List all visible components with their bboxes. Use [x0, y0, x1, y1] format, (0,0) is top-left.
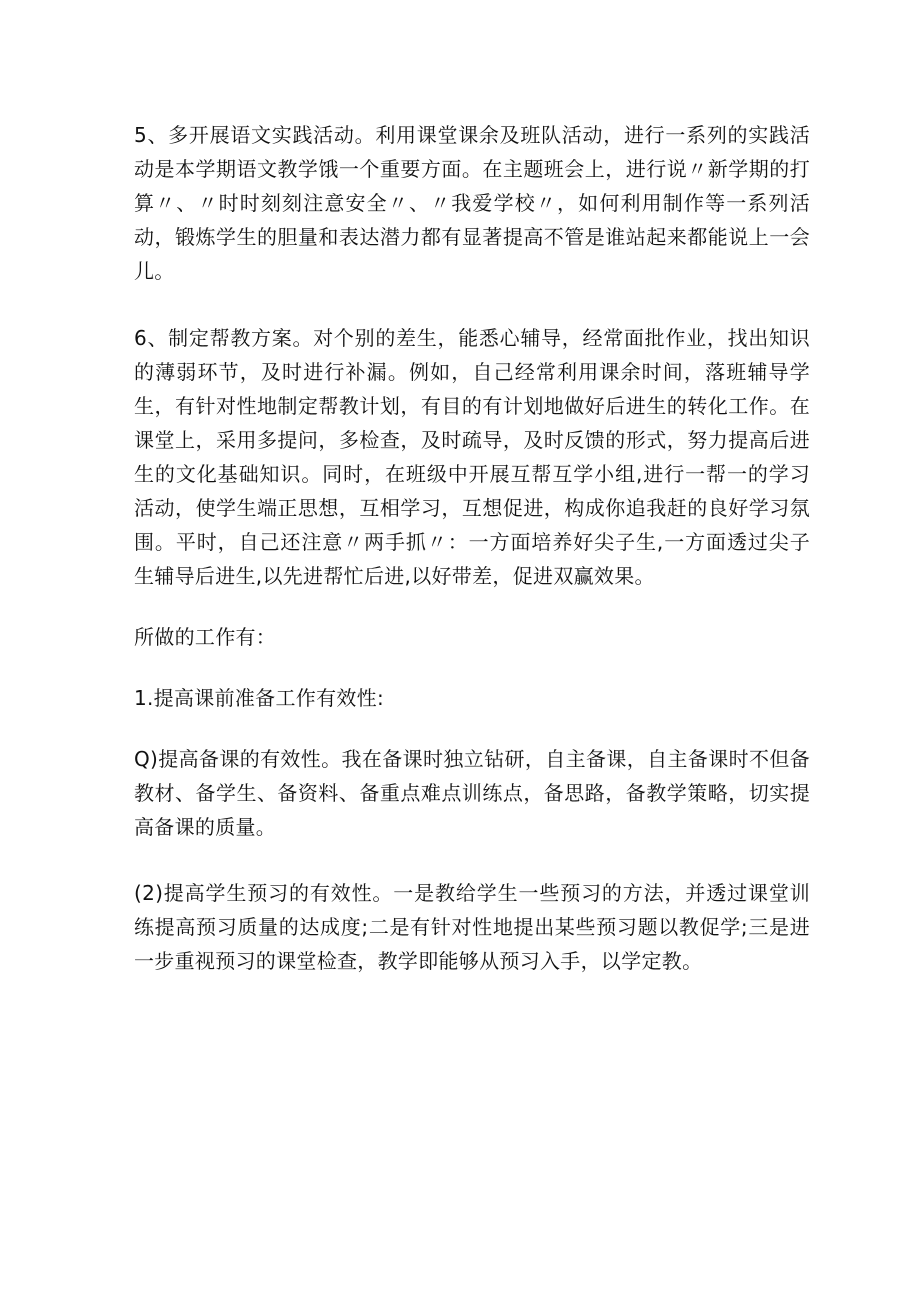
paragraph-lesson-prep: Q)提高备课的有效性。我在备课时独立钻研，自主备课，自主备课时不但备教材、备学生、备资料、备重点难点训练点，备思路，备教学策略，切实提高备课的质量。 [134, 747, 810, 839]
document-body [134, 118, 810, 978]
paragraph-work-done-heading: 所做的工作有： [134, 625, 277, 649]
paragraph-student-preview: (2)提高学生预习的有效性。一是教给学生一些预习的方法，并透过课堂训练提高预习质量的达成度;二是有针对性地提出某些预习题以教促学;三是进一步重视预习的课堂检查，教学即能够从预习入手，以学定教。 [134, 881, 810, 973]
paragraph-tutoring-plan: 6、制定帮教方案。对个别的差生，能悉心辅导，经常面批作业，找出知识的薄弱环节，及时进行补漏。例如，自己经常利用课余时间，落班辅导学生，有针对性地制定帮教计划，有目的有计划地做好后进生的转化工作。在课堂上，采用多提问，多检查，及时疏导，及时反馈的形式，努力提高后进生的文化基础知识。同时，在班级中开展互帮互学小组,进行一帮一的学习活动，使学生端正思想，互相学习，互想促进，构成你追我赶的良好学习氛围。平时，自己还注意〃两手抓〃：一方面培养好尖子生,一方面透过尖子生辅导后进生,以先进帮忙后进,以好带差，促进双赢效果。 [134, 326, 810, 588]
paragraph-section-1-heading: 1.提高课前准备工作有效性: [134, 686, 385, 710]
paragraph-practice-activities: 5、多开展语文实践活动。利用课堂课余及班队活动，进行一系列的实践活动是本学期语文教学饿一个重要方面。在主题班会上，进行说〃新学期的打算〃、〃时时刻刻注意安全〃、〃我爱学校〃，如何利用制作等一系列活动，锻炼学生的胆量和表达潜力都有显著提高不管是谁站起来都能说上一会儿。 [134, 123, 810, 283]
